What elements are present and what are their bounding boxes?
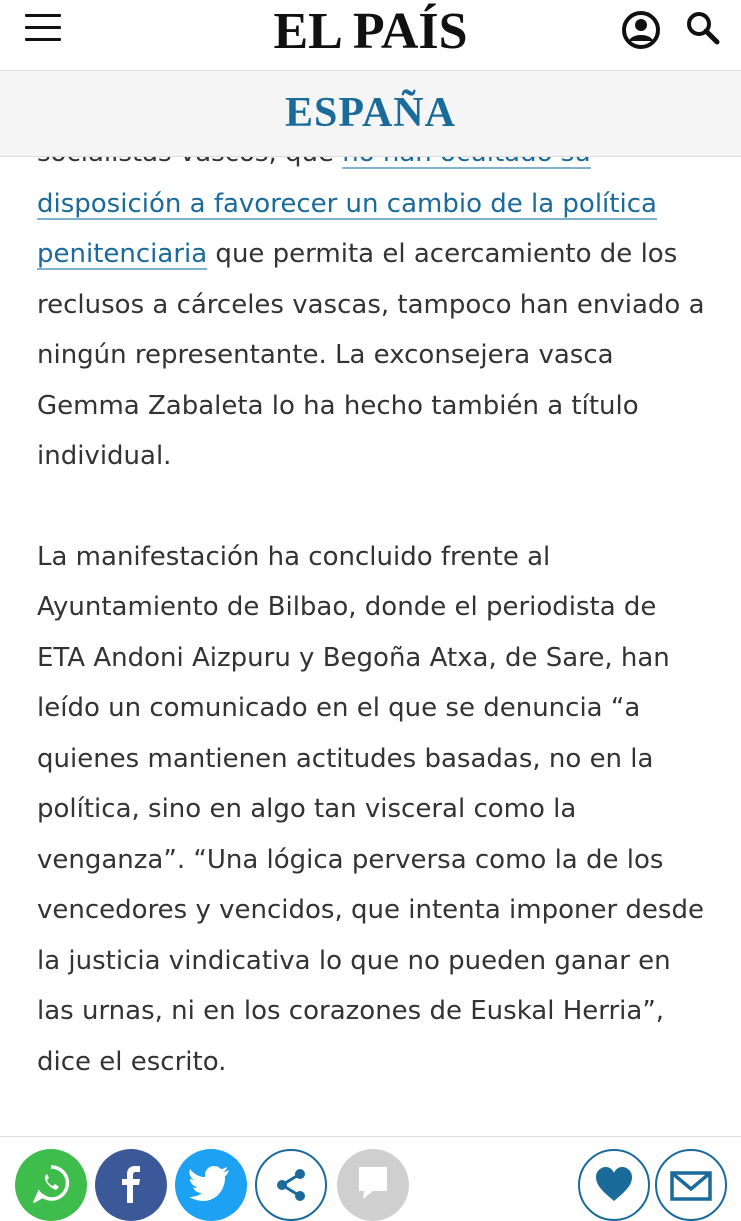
- comment-icon: [353, 1163, 393, 1203]
- article-paragraph: [37, 128, 707, 482]
- facebook-icon: [111, 1163, 151, 1203]
- favorite-button[interactable]: [578, 1149, 650, 1221]
- facebook-share-button[interactable]: [95, 1149, 167, 1221]
- heart-icon: [594, 1165, 634, 1205]
- section-title[interactable]: ESPAÑA: [285, 90, 456, 136]
- section-header: [0, 71, 741, 157]
- user-account-icon[interactable]: [621, 10, 661, 50]
- twitter-share-button[interactable]: [175, 1149, 247, 1221]
- twitter-icon: [189, 1163, 233, 1203]
- inline-article-link[interactable]: disposición a favorecer un cambio de la política penitenciaria: [37, 188, 657, 269]
- paragraph-text: que permita el acercamiento de los reclusos a cárceles vascas, tampoco han enviado a ningún representante. La exconsejera vasca Gemma Zabaleta lo ha hecho también a título individual.: [37, 239, 705, 471]
- email-share-button[interactable]: [655, 1149, 727, 1221]
- share-bar: [0, 1136, 741, 1201]
- article-body: [37, 128, 707, 1087]
- share-icon: [271, 1165, 311, 1205]
- article-paragraph: La manifestación ha concluido frente al Ayuntamiento de Bilbao, donde el periodista de ETA Andoni Aizpuru y Begoña Atxa, de Sare, han leído un comunicado en el que se denuncia “a quienes mantienen actitudes basadas, no en la política, sino en algo tan visceral como la venganza”. “Una lógica perversa como la de los vencedores y vencidos, que intenta imponer desde la justicia vindicativa lo que no pueden ganar en las urnas, ni en los corazones de Euskal Herria”, dice el escrito.: [37, 541, 704, 1077]
- share-button[interactable]: [255, 1149, 327, 1221]
- whatsapp-share-button[interactable]: [15, 1149, 87, 1221]
- top-navigation-bar: [0, 0, 741, 71]
- mail-icon: [669, 1165, 713, 1205]
- whatsapp-icon: [31, 1163, 71, 1203]
- comment-button[interactable]: [337, 1149, 409, 1221]
- search-icon[interactable]: [685, 10, 721, 46]
- site-logo[interactable]: EL PAÍS: [273, 3, 468, 60]
